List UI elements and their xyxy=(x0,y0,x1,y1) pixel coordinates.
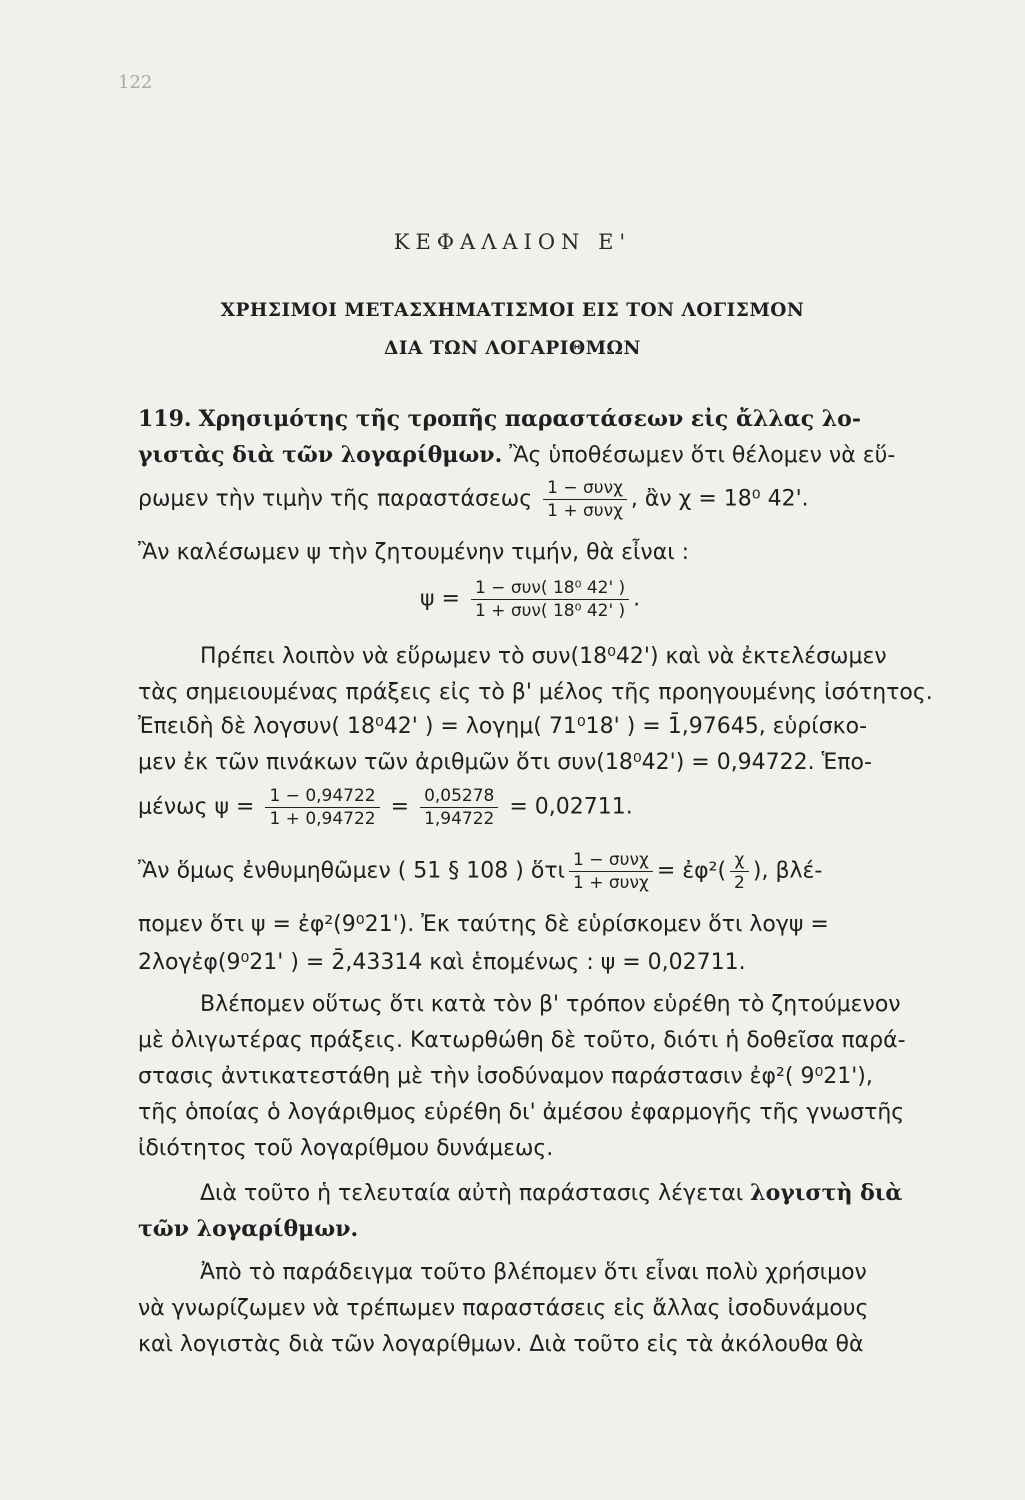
equals-sign: = xyxy=(390,794,410,820)
section-heading-part-2: γιστὰς διὰ τῶν λογαρίθμων. xyxy=(138,442,503,468)
paragraph-3-line-1 xyxy=(138,850,988,896)
section-heading-line-2 xyxy=(138,440,988,471)
intro-text-3: ρωμεν τὴν τιμὴν τῆς παραστάσεως xyxy=(138,486,533,512)
fraction-4-numerator: 0,05278 xyxy=(420,786,498,808)
paragraph-3-line-1-end: ), βλέ- xyxy=(752,858,823,884)
intro-line-4: Ἂν καλέσωμεν ψ τὴν ζητουμένην τιμήν, θὰ εἶναι : xyxy=(138,540,690,565)
fraction-6-numerator: χ xyxy=(730,850,749,872)
paragraph-4-line-1: Βλέπομεν οὕτως ὅτι κατὰ τὸν β' τρόπον εὑρέθη τὸ ζητούμενον xyxy=(200,992,901,1017)
fraction-5 xyxy=(569,850,653,893)
fraction-6 xyxy=(730,850,749,893)
fraction-1 xyxy=(543,478,627,521)
fraction-5-denominator: 1 + συνχ xyxy=(573,873,649,893)
fraction-4 xyxy=(420,786,498,829)
fraction-6-denominator: 2 xyxy=(734,873,745,893)
fraction-2 xyxy=(471,578,629,621)
paragraph-2-line-3: Ἐπειδὴ δὲ λογσυν( 18⁰42' ) = λογημ( 71⁰18' ) = 1̄,97645, εὑρίσκο- xyxy=(138,714,868,739)
fraction-2-denominator: 1 + συν( 18⁰ 42' ) xyxy=(474,601,626,621)
paragraph-2-line-4: μεν ἐκ τῶν πινάκων τῶν ἀριθμῶν ὅτι συν(18⁰42') = 0,94722. Ἑπο- xyxy=(138,750,872,775)
paragraph-4-line-3: στασις ἀντικατεστάθη μὲ τὴν ἰσοδύναμον παράστασιν ἐφ²( 9⁰21'), xyxy=(138,1064,873,1089)
paragraph-2-line-5-start: μένως ψ = xyxy=(138,794,255,820)
fraction-2-numerator: 1 − συν( 18⁰ 42' ) xyxy=(471,578,629,600)
fraction-1-numerator: 1 − συνχ xyxy=(543,478,627,500)
intro-text-3-end: , ἂν χ = 18⁰ 42'. xyxy=(630,486,809,512)
paragraph-3-line-3: 2λογἐφ(9⁰21' ) = 2̄,43314 καὶ ἑπομένως : ψ = 0,02711. xyxy=(138,950,746,975)
section-heading-line-1 xyxy=(138,404,988,435)
paragraph-5-line-1-text: Διὰ τοῦτο ἡ τελευταία αὐτὴ παράστασις λέγεται xyxy=(200,1181,744,1206)
fraction-3-denominator: 1 + 0,94722 xyxy=(269,809,376,829)
paragraph-4-line-5: ἰδιότητος τοῦ λογαρίθμου δυνάμεως. xyxy=(138,1136,554,1161)
psi-equation xyxy=(420,578,640,621)
fraction-5-numerator: 1 − συνχ xyxy=(569,850,653,872)
fraction-4-denominator: 1,94722 xyxy=(424,809,495,829)
paragraph-2-line-5 xyxy=(138,786,988,832)
chapter-title-line-2: ΔΙΑ ΤΩΝ ΛΟΓΑΡΙΘΜΩΝ xyxy=(384,338,641,359)
paragraph-2-line-5-end: = 0,02711. xyxy=(509,794,633,820)
bold-term-part-2: τῶν λογαρίθμων. xyxy=(138,1216,359,1242)
intro-line-3 xyxy=(138,478,988,522)
fraction-1-denominator: 1 + συνχ xyxy=(547,501,623,521)
chapter-heading: ΚΕΦΑΛΑΙΟΝ Ε' xyxy=(393,230,632,254)
psi-label: ψ = xyxy=(420,586,460,612)
paragraph-3-line-1-start: Ἂν ὅμως ἐνθυμηθῶμεν ( 51 § 108 ) ὅτι xyxy=(138,858,566,884)
paragraph-4-line-4: τῆς ὁποίας ὁ λογάριθμος εὑρέθη δι' ἀμέσου ἐφαρμογῆς τῆς γνωστῆς xyxy=(138,1100,905,1125)
paragraph-2-line-1: Πρέπει λοιπὸν νὰ εὕρωμεν τὸ συν(18⁰42') καὶ νὰ ἐκτελέσωμεν xyxy=(200,644,887,669)
paragraph-3-line-2: πομεν ὅτι ψ = ἐφ²(9⁰21'). Ἐκ ταύτης δὲ εὑρίσκομεν ὅτι λογψ = xyxy=(138,912,829,937)
bold-term-part-1: λογιστὴ διὰ xyxy=(750,1180,903,1206)
paragraph-5-line-2 xyxy=(138,1214,988,1245)
paragraph-4-line-2: μὲ ὀλιγωτέρας πράξεις. Κατωρθώθη δὲ τοῦτο, διότι ἡ δοθεῖσα παρά- xyxy=(138,1028,906,1053)
fraction-2-tail: . xyxy=(633,586,641,612)
fraction-3-numerator: 1 − 0,94722 xyxy=(265,786,379,808)
paragraph-6-line-2: νὰ γνωρίζωμεν νὰ τρέπωμεν παραστάσεις εἰς ἄλλας ἰσοδυνάμους xyxy=(138,1296,869,1321)
section-number: 119. xyxy=(138,406,192,432)
section-heading-part-1: Χρησιμότης τῆς τροπῆς παραστάσεων εἰς ἄλλας λο- xyxy=(198,406,861,432)
paragraph-6-line-3: καὶ λογιστὰς διὰ τῶν λογαρίθμων. Διὰ τοῦτο εἰς τὰ ἀκόλουθα θὰ xyxy=(138,1332,864,1357)
intro-text: Ἂς ὑποθέσωμεν ὅτι θέλομεν νὰ εὕ- xyxy=(509,443,896,468)
page-number: 122 xyxy=(118,72,153,93)
paragraph-3-line-1-mid: = ἐφ²( xyxy=(656,858,727,884)
paragraph-2-line-2: τὰς σημειουμένας πράξεις εἰς τὸ β' μέλος τῆς προηγουμένης ἰσότητος. xyxy=(138,680,933,705)
fraction-3 xyxy=(265,786,379,829)
paragraph-5-line-1 xyxy=(200,1178,1025,1209)
chapter-title-line-1: ΧΡΗΣΙΜΟΙ ΜΕΤΑΣΧΗΜΑΤΙΣΜΟΙ ΕΙΣ ΤΟΝ ΛΟΓΙΣΜΟΝ xyxy=(220,300,805,321)
paragraph-6-line-1: Ἀπὸ τὸ παράδειγμα τοῦτο βλέπομεν ὅτι εἶναι πολὺ χρήσιμον xyxy=(200,1260,867,1285)
